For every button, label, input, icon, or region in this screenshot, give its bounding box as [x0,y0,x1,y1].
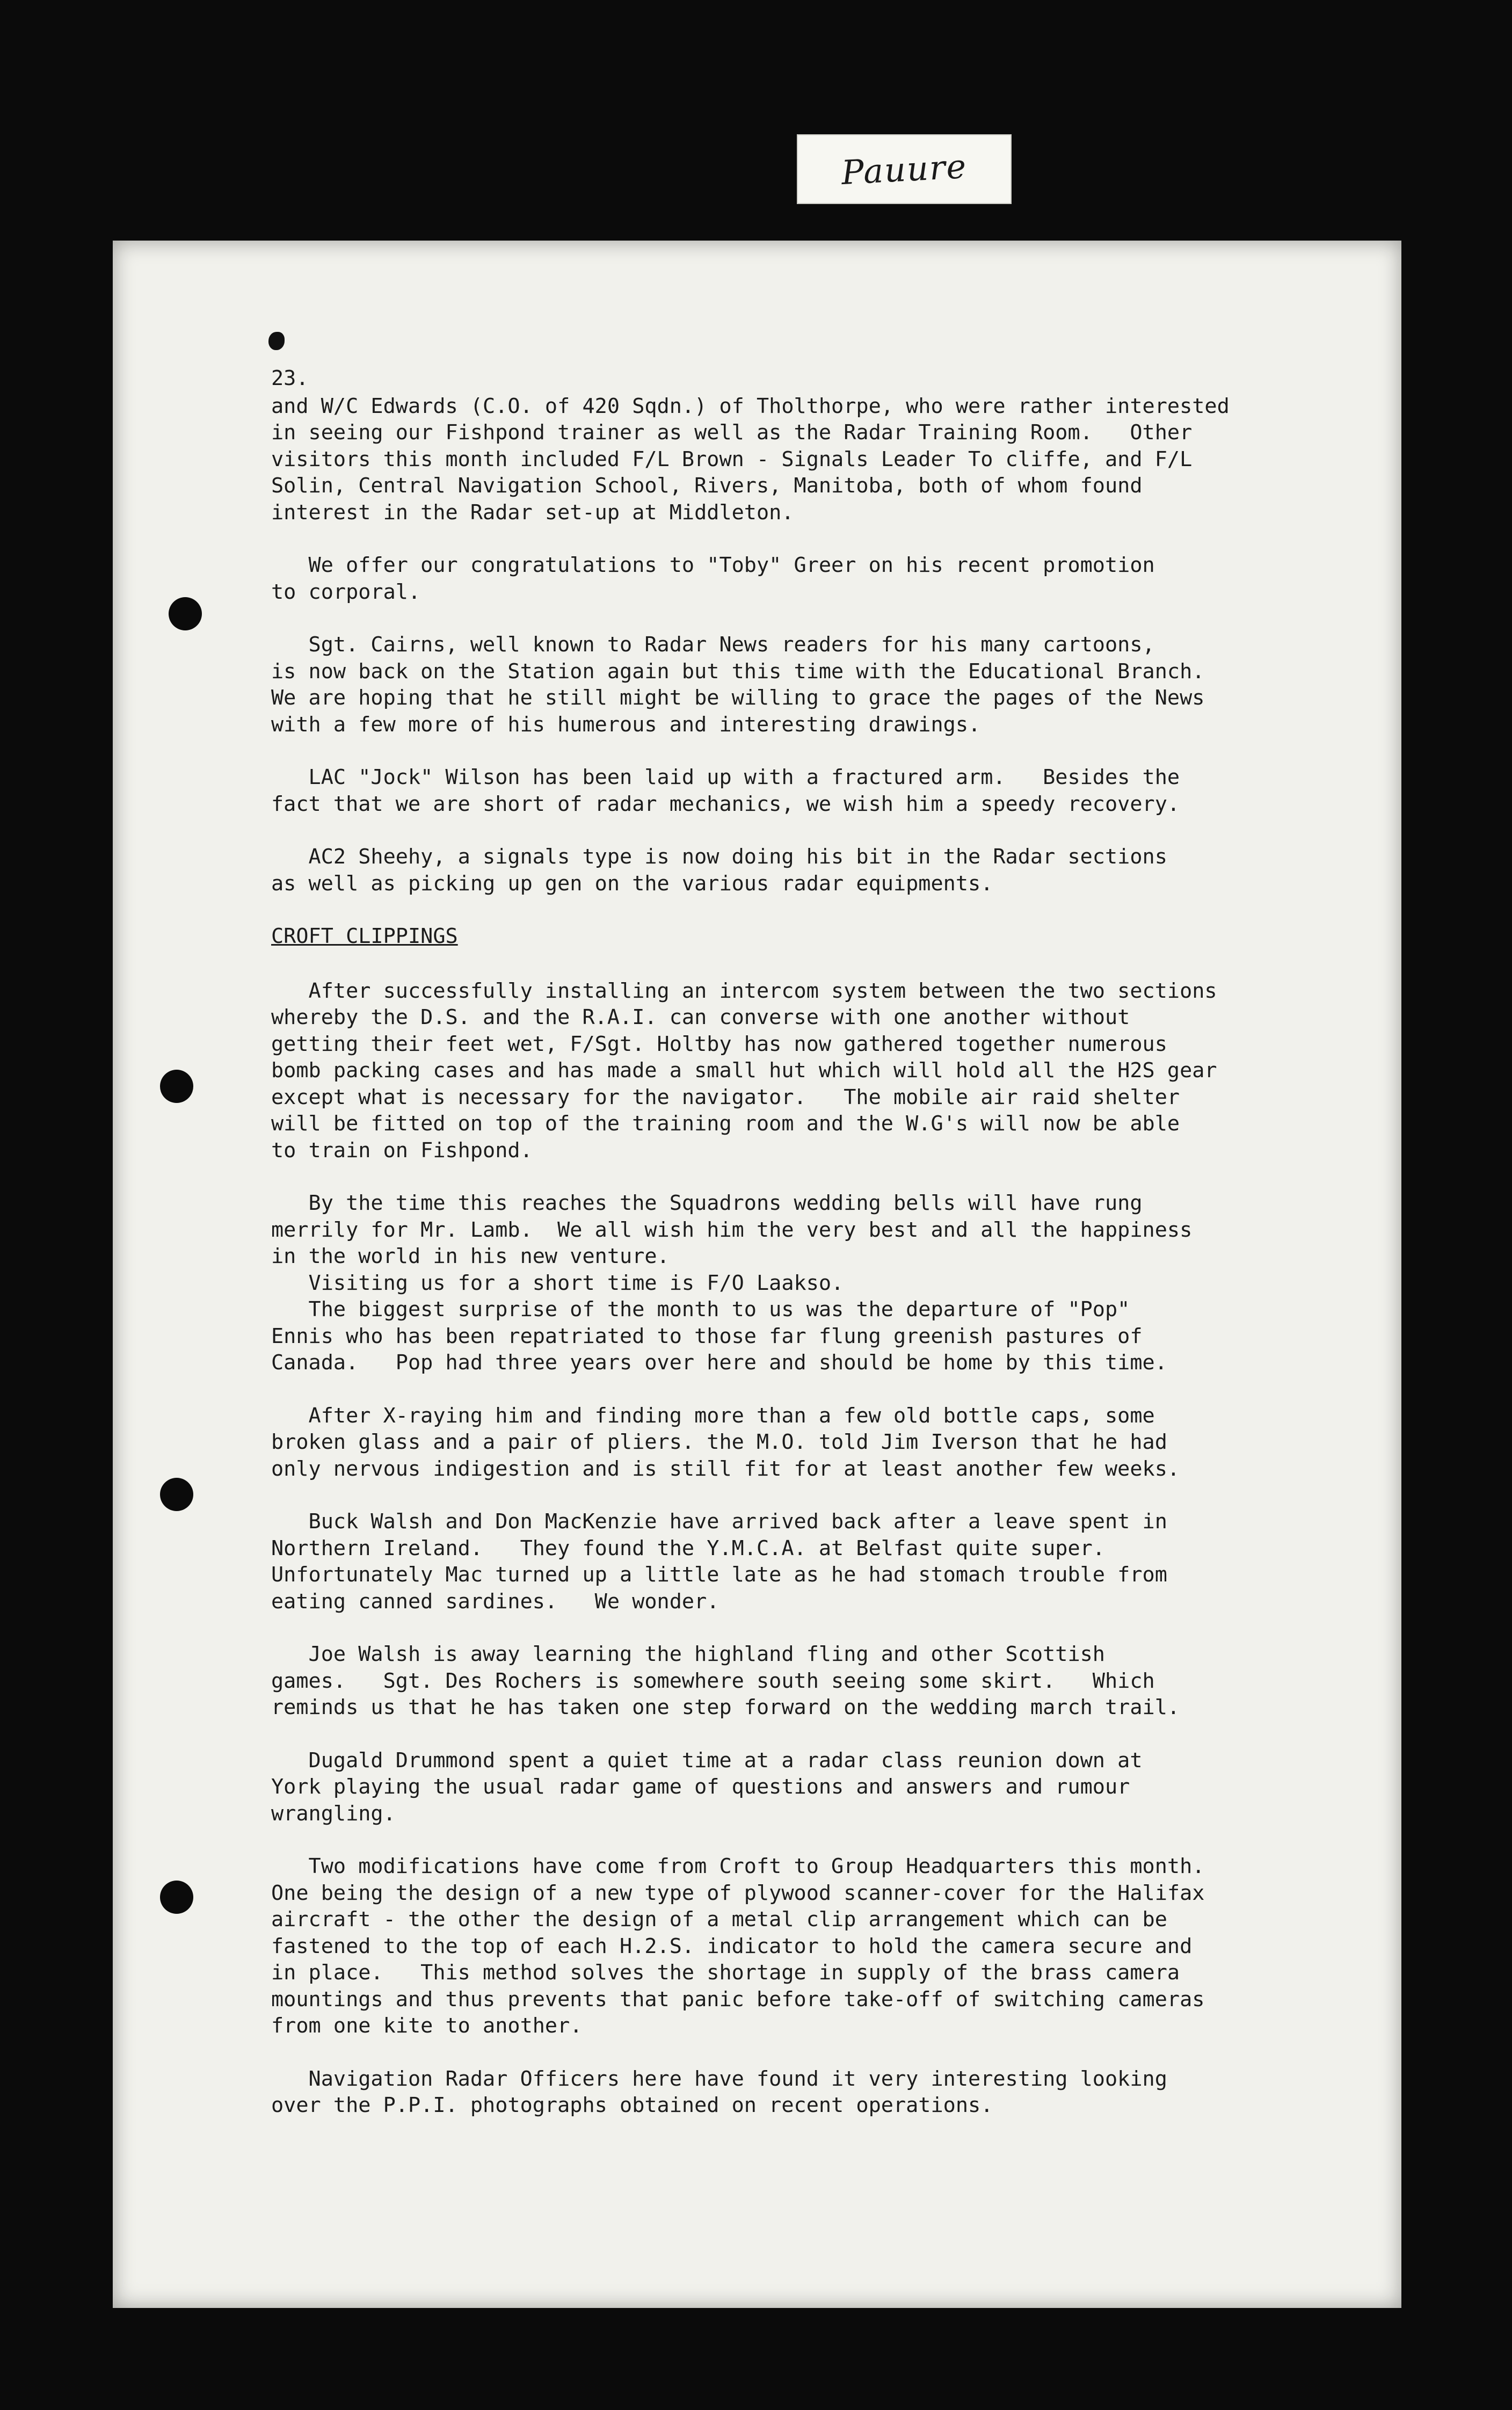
text-line: Visiting us for a short time is F/O Laakso. [271,1271,844,1295]
text-line: broken glass and a pair of pliers. the M.O. told Jim Iverson that he had [271,1430,1167,1454]
text-line: merrily for Mr. Lamb. We all wish him the very best and all the happiness [271,1217,1193,1242]
text-line: only nervous indigestion and is still fit for at least another few weeks. [271,1456,1180,1481]
text-line: LAC "Jock" Wilson has been laid up with a fractured arm. Besides the [271,765,1180,789]
text-line: reminds us that he has taken one step forward on the wedding march trail. [271,1695,1180,1719]
section-heading: CROFT CLIPPINGS [271,924,458,948]
text-line: except what is necessary for the navigator. The mobile air raid shelter [271,1085,1180,1109]
text-line: We are hoping that he still might be willing to grace the pages of the News [271,686,1205,710]
text-line: to train on Fishpond. [271,1138,533,1163]
corner-mark [268,332,285,350]
document-body [271,365,1324,2145]
text-line: as well as picking up gen on the various radar equipments. [271,871,993,896]
text-line: Canada. Pop had three years over here and should be home by this time. [271,1351,1167,1375]
paragraph [271,1853,1324,2039]
text-line: Two modifications have come from Croft to Group Headquarters this month. [271,1854,1205,1878]
text-line: Joe Walsh is away learning the highland fling and other Scottish [271,1642,1105,1666]
text-line: visitors this month included F/L Brown - Signals Leader To cliffe, and F/L [271,447,1193,471]
paragraph [271,1508,1324,1615]
text-line: After successfully installing an intercom system between the two sections [271,978,1217,1003]
text-line: from one kite to another. [271,2014,583,2038]
text-line: wrangling. [271,1801,396,1826]
paragraph [271,393,1324,526]
label-tab [797,134,1012,204]
text-line: After X-raying him and finding more than a few old bottle caps, some [271,1403,1155,1428]
punch-hole [169,597,202,630]
text-line: One being the design of a new type of plywood scanner-cover for the Halifax [271,1881,1205,1905]
paragraph [271,1747,1324,1827]
text-line: York playing the usual radar game of questions and answers and rumour [271,1775,1130,1799]
paragraphs-bottom [271,978,1324,2119]
text-line: fact that we are short of radar mechanics, we wish him a speedy recovery. [271,792,1180,816]
paragraphs-top [271,393,1324,897]
text-line: will be fitted on top of the training room and the W.G's will now be able [271,1112,1180,1136]
text-line: bomb packing cases and has made a small hut which will hold all the H2S gear [271,1058,1217,1083]
punch-hole [160,1881,193,1914]
paragraph [271,2066,1324,2119]
paragraph [271,764,1324,817]
text-line: By the time this reaches the Squadrons wedding bells will have rung [271,1191,1143,1215]
paragraph [271,1641,1324,1721]
text-line: Ennis who has been repatriated to those far flung greenish pastures of [271,1324,1143,1348]
text-line: fastened to the top of each H.2.S. indicator to hold the camera secure and [271,1934,1193,1958]
text-line: with a few more of his humerous and interesting drawings. [271,712,981,737]
text-line: aircraft - the other the design of a metal clip arrangement which can be [271,1907,1167,1932]
text-line: The biggest surprise of the month to us was the departure of "Pop" [271,1297,1130,1322]
paragraph [271,844,1324,897]
paragraph [271,978,1324,1164]
paragraph [271,1190,1324,1376]
page-number: 23. [271,366,309,390]
text-line: and W/C Edwards (C.O. of 420 Sqdn.) of Tholthorpe, who were rather interested [271,394,1230,418]
text-line: Solin, Central Navigation School, Rivers, Manitoba, both of whom found [271,474,1143,498]
text-line: to corporal. [271,579,421,604]
text-line: in place. This method solves the shortage in supply of the brass camera [271,1961,1180,1985]
text-line: Dugald Drummond spent a quiet time at a radar class reunion down at [271,1748,1143,1773]
text-line: mountings and thus prevents that panic before take-off of switching cameras [271,1987,1205,2012]
text-line: eating canned sardines. We wonder. [271,1589,719,1614]
text-line: is now back on the Station again but this time with the Educational Branch. [271,659,1205,684]
text-line: games. Sgt. Des Rochers is somewhere south seeing some skirt. Which [271,1668,1155,1693]
text-line: in the world in his new venture. [271,1244,670,1268]
text-line: Unfortunately Mac turned up a little late as he had stomach trouble from [271,1563,1167,1587]
text-line: Buck Walsh and Don MacKenzie have arrived back after a leave spent in [271,1509,1167,1534]
text-line: in seeing our Fishpond trainer as well as the Radar Training Room. Other [271,420,1193,445]
label-tab-text: Pauure [840,146,968,192]
paragraph [271,631,1324,738]
text-line: AC2 Sheehy, a signals type is now doing his bit in the Radar sections [271,845,1167,869]
text-line: whereby the D.S. and the R.A.I. can converse with one another without [271,1005,1130,1029]
text-line: getting their feet wet, F/Sgt. Holtby has now gathered together numerous [271,1032,1167,1056]
punch-hole [160,1070,193,1103]
text-line: Northern Ireland. They found the Y.M.C.A. at Belfast quite super. [271,1536,1105,1560]
punch-hole [160,1478,193,1511]
paragraph [271,552,1324,605]
text-line: Navigation Radar Officers here have found it very interesting looking [271,2066,1167,2091]
text-line: Sgt. Cairns, well known to Radar News readers for his many cartoons, [271,633,1155,657]
paragraph [271,1403,1324,1483]
text-line: interest in the Radar set-up at Middleton. [271,500,794,525]
text-line: We offer our congratulations to "Toby" Greer on his recent promotion [271,553,1155,577]
text-line: over the P.P.I. photographs obtained on recent operations. [271,2093,993,2117]
